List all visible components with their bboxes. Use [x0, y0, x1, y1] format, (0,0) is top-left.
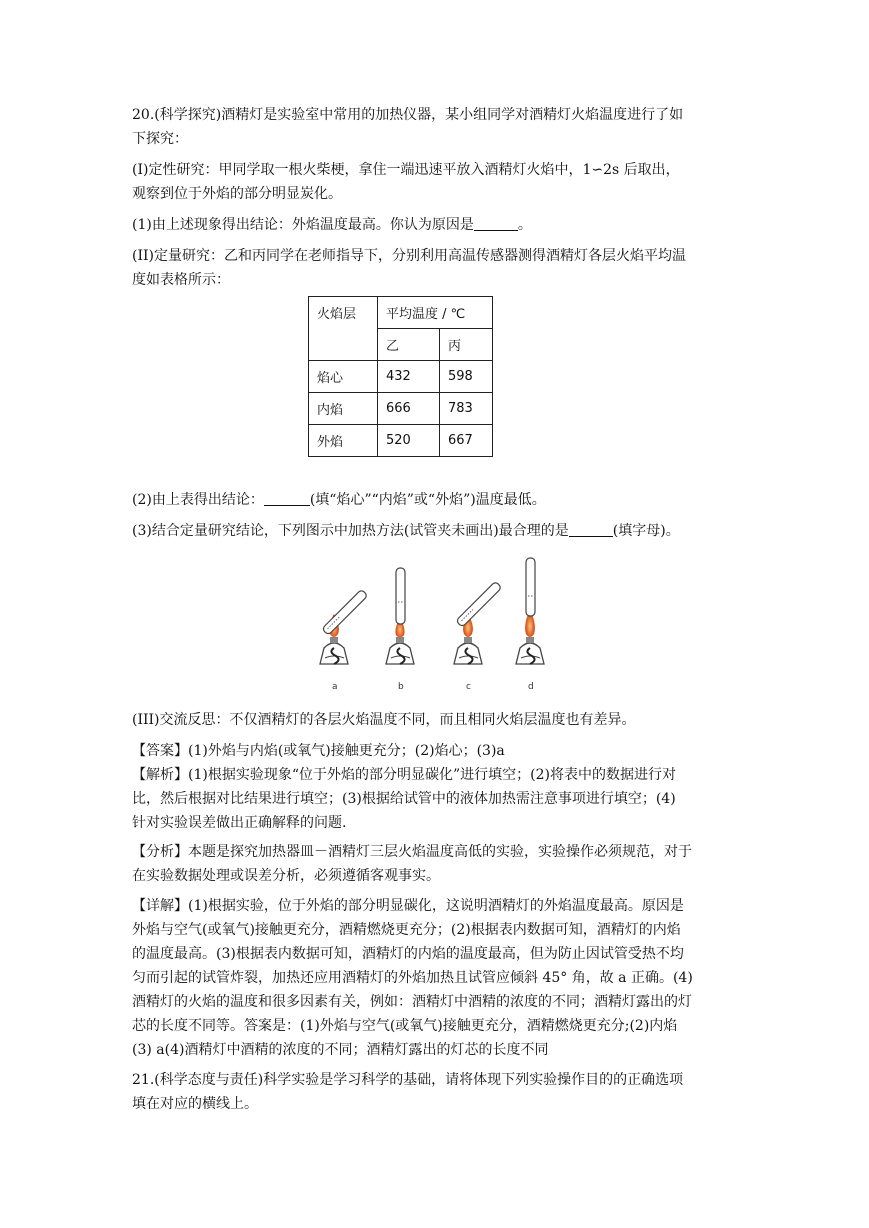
tube-a	[322, 589, 368, 635]
q20-intro-line-2: 下探究：	[132, 131, 188, 147]
fenxi-line-2: 在实验数据处理或误差分析，必须遵循客观事实。	[132, 868, 440, 884]
header-bing: 丙	[440, 329, 493, 361]
part2-line-1: (II)定量研究：乙和丙同学在老师指导下，分别利用高温传感器测得酒精灯各层火焰平均温	[132, 248, 686, 264]
table-header-row	[309, 297, 493, 329]
setup-d	[516, 558, 544, 692]
cell-bing: 667	[440, 425, 493, 457]
xiangjie-line-4: 匀而引起的试管炸裂，加热还应用酒精灯的外焰加热且试管应倾斜 45° 角，故 a 正确。(4)	[132, 970, 693, 986]
sub-question-2-end: (填“焰心”“内焰”或“外焰”)温度最低。	[309, 492, 546, 508]
heating-methods-figure	[314, 552, 554, 694]
table-row	[309, 425, 493, 457]
sub-question-1-end: 。	[517, 217, 532, 233]
q20-intro-line-1: 20.(科学探究)酒精灯是实验室中常用的加热仪器，某小组同学对酒精灯火焰温度进行了如	[132, 107, 684, 123]
tube-d	[526, 558, 535, 616]
part2-line-2: 度如表格所示：	[132, 272, 230, 288]
setup-a	[320, 589, 368, 692]
q21-line-1: 21.(科学态度与责任)科学实验是学习科学的基础，请将体现下列实验操作目的的正确选项	[132, 1072, 684, 1088]
cell-bing: 598	[440, 361, 493, 393]
table-row	[309, 393, 493, 425]
xiangjie-line-7: (3) a(4)酒精灯中酒精的浓度的不同；酒精灯露出的灯芯的长度不同	[132, 1042, 549, 1058]
xiangjie-line-2: 外焰与空气(或氧气)接触更充分，酒精燃烧更充分；(2)根据表内数据可知，酒精灯的内焰	[132, 922, 681, 938]
sub-question-3-end: (填字母)。	[612, 523, 680, 539]
sub-question-1	[132, 214, 532, 236]
cell-yi: 432	[378, 361, 440, 393]
label-b: b	[398, 682, 404, 692]
sub-question-3-text: (3)结合定量研究结论，下列图示中加热方法(试管夹未画出)最合理的是	[132, 523, 569, 539]
label-a: a	[332, 682, 338, 692]
answer-blank-2	[264, 491, 310, 506]
header-flame-layer: 火焰层	[309, 297, 378, 361]
cell-yi: 666	[378, 393, 440, 425]
xiangjie-line-1: 【详解】(1)根据实验，位于外焰的部分明显碳化，这说明酒精灯的外焰温度最高。原因是	[132, 898, 684, 914]
jiexi-line-3: 针对实验误差做出正确解释的问题.	[132, 815, 347, 831]
table-row	[309, 361, 493, 393]
cell-layer: 内焰	[309, 393, 378, 425]
cell-layer: 外焰	[309, 425, 378, 457]
q21-line-2: 填在对应的横线上。	[132, 1096, 258, 1112]
flame-temperature-table	[308, 296, 493, 457]
tube-b	[396, 568, 405, 624]
xiangjie-line-6: 芯的长度不同等。答案是：(1)外焰与空气(或氧气)接触更充分，酒精燃烧更充分;(2)内焰	[132, 1018, 678, 1034]
header-average-temperature: 平均温度 / ℃	[378, 297, 493, 329]
tube-c	[456, 581, 502, 627]
cell-yi: 520	[378, 425, 440, 457]
part1-line-2: 观察到位于外焰的部分明显炭化。	[132, 186, 342, 202]
xiangjie-line-5: 酒精灯的火焰的温度和很多因素有关，例如：酒精灯中酒精的浓度的不同；酒精灯露出的灯	[132, 994, 692, 1010]
jiexi-line-2: 比，然后根据对比结果进行填空；(3)根据给试管中的液体加热需注意事项进行填空；(4)	[132, 791, 676, 807]
sub-question-1-text: (1)由上述现象得出结论：外焰温度最高。你认为原因是	[132, 217, 474, 233]
cell-bing: 783	[440, 393, 493, 425]
part1-line-1: (I)定性研究：甲同学取一根火柴梗，拿住一端迅速平放入酒精灯火焰中，1∽2s 后取出，	[132, 162, 680, 178]
header-yi: 乙	[378, 329, 440, 361]
setup-b	[386, 568, 414, 692]
setup-c	[454, 581, 502, 692]
answer-line: 【答案】(1)外焰与内焰(或氧气)接触更充分；(2)焰心；(3)a	[132, 743, 505, 759]
sub-question-2-text: (2)由上表得出结论：	[132, 492, 264, 508]
answer-blank-3	[569, 522, 613, 537]
part3-line: (III)交流反思：不仅酒精灯的各层火焰温度不同，而且相同火焰层温度也有差异。	[132, 712, 636, 728]
label-d: d	[528, 682, 534, 692]
fenxi-line-1: 【分析】本题是探究加热器皿－酒精灯三层火焰温度高低的实验，实验操作必须规范，对于	[132, 844, 692, 860]
sub-question-3	[132, 520, 680, 542]
answer-blank-1	[474, 216, 518, 231]
xiangjie-line-3: 的温度最高。(3)根据表内数据可知，酒精灯的内焰的温度最高，但为防止因试管受热不均	[132, 946, 684, 962]
cell-layer: 焰心	[309, 361, 378, 393]
sub-question-2	[132, 489, 546, 511]
label-c: c	[466, 682, 471, 692]
jiexi-line-1: 【解析】(1)根据实验现象“位于外焰的部分明显碳化”进行填空；(2)将表中的数据进行对	[132, 767, 676, 783]
